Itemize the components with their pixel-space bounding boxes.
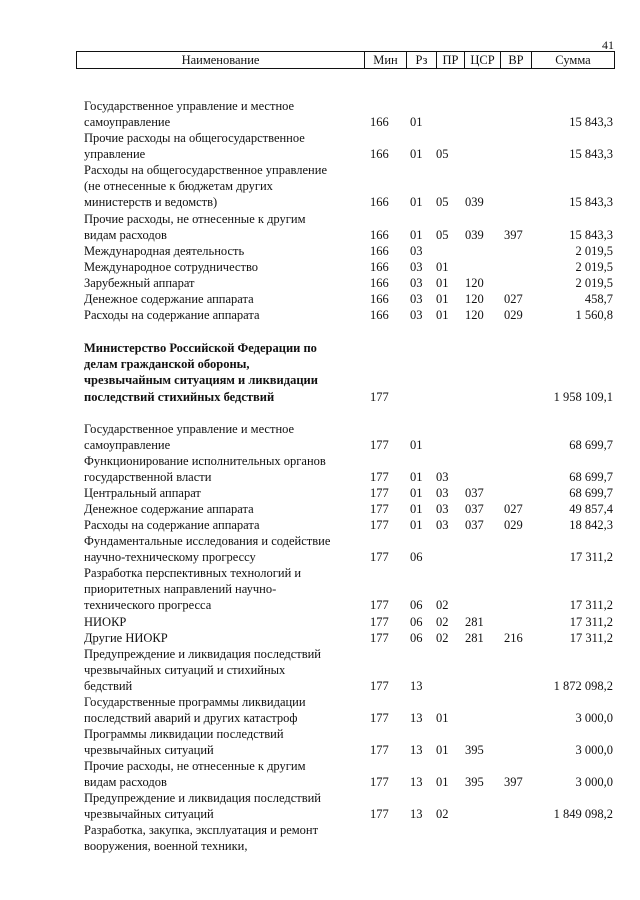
table-row: [84, 533, 614, 565]
cell-pr: 02: [436, 614, 449, 629]
row-name: [84, 243, 366, 259]
cell-csr: 039: [465, 228, 484, 243]
cell-rz: 01: [410, 228, 423, 243]
cell-sum: 17 311,2: [569, 598, 613, 613]
cell-min: 166: [370, 147, 389, 162]
row-name-line: технического прогресса: [84, 598, 212, 613]
row-name: [84, 307, 366, 323]
cell-min: 177: [370, 438, 389, 453]
cell-sum: 1 958 109,1: [553, 389, 613, 404]
row-name-line: делам гражданской обороны,: [84, 357, 250, 372]
header-name: Наименование: [181, 53, 260, 67]
row-name-line: Другие НИОКР: [84, 631, 168, 645]
cell-rz: 06: [410, 550, 423, 565]
header-pr: ПР: [436, 52, 464, 68]
header-csr: ЦСР: [464, 52, 500, 68]
cell-rz: 01: [410, 195, 423, 210]
table-row: [84, 275, 614, 291]
cell-sum: 17 311,2: [569, 630, 613, 645]
row-name-line: управление: [84, 147, 146, 162]
table-row: [84, 822, 614, 854]
table-row: [84, 340, 614, 405]
table-row: [84, 421, 614, 453]
cell-sum: 49 857,4: [569, 501, 613, 516]
cell-sum: 3 000,0: [575, 743, 613, 758]
row-name-line: Прочие расходы, не отнесенные к другим: [84, 212, 306, 226]
row-name-line: видам расходов: [84, 228, 167, 243]
cell-pr: 01: [436, 275, 449, 290]
row-name-line: научно-техническому прогрессу: [84, 550, 256, 565]
cell-rz: 01: [410, 438, 423, 453]
cell-pr: 03: [436, 501, 449, 516]
cell-rz: 01: [410, 147, 423, 162]
row-name: [84, 162, 366, 211]
row-name-line: Программы ликвидации последствий: [84, 727, 284, 741]
row-name-line: Денежное содержание аппарата: [84, 292, 254, 306]
cell-rz: 01: [410, 470, 423, 485]
cell-rz: 06: [410, 614, 423, 629]
cell-vr: 029: [504, 517, 523, 532]
cell-pr: 03: [436, 517, 449, 532]
cell-pr: 01: [436, 259, 449, 274]
cell-sum: 2 019,5: [575, 259, 613, 274]
row-name: [84, 517, 366, 533]
row-name-line: Министерство Российской Федерации по: [84, 341, 317, 355]
header-sum: Сумма: [531, 52, 614, 68]
cell-csr: 120: [465, 275, 484, 290]
cell-min: 177: [370, 485, 389, 500]
row-name: [84, 275, 366, 291]
cell-min: 177: [370, 807, 389, 822]
row-name: [84, 565, 366, 614]
cell-sum: 1 560,8: [575, 307, 613, 322]
row-name-line: Разработка, закупка, эксплуатация и ремонт: [84, 823, 319, 837]
cell-csr: 037: [465, 501, 484, 516]
cell-csr: 120: [465, 291, 484, 306]
cell-min: 166: [370, 228, 389, 243]
cell-csr: 037: [465, 485, 484, 500]
cell-min: 177: [370, 470, 389, 485]
table-row: [84, 130, 614, 162]
row-name-line: чрезвычайных ситуаций: [84, 807, 214, 822]
row-name: [84, 98, 366, 130]
row-name-line: Фундаментальные исследования и содействие: [84, 534, 331, 548]
cell-min: 177: [370, 630, 389, 645]
cell-pr: 05: [436, 195, 449, 210]
row-name-line: последствий стихийных бедствий: [84, 389, 275, 404]
row-name-line: Расходы на содержание аппарата: [84, 308, 260, 322]
cell-pr: 01: [436, 711, 449, 726]
cell-min: 166: [370, 275, 389, 290]
row-name: [84, 790, 366, 822]
table-row: [84, 211, 614, 243]
row-name: [84, 646, 366, 695]
table-row: [84, 790, 614, 822]
row-name-line: Зарубежный аппарат: [84, 276, 195, 290]
cell-sum: 17 311,2: [569, 614, 613, 629]
row-name-line: НИОКР: [84, 615, 127, 629]
cell-min: 177: [370, 598, 389, 613]
cell-rz: 13: [410, 807, 423, 822]
row-name-line: Международное сотрудничество: [84, 260, 259, 274]
table-row: [84, 291, 614, 307]
cell-sum: 2 019,5: [575, 275, 613, 290]
cell-rz: 06: [410, 630, 423, 645]
row-name-line: Денежное содержание аппарата: [84, 502, 254, 516]
cell-rz: 03: [410, 307, 423, 322]
cell-sum: 1 872 098,2: [553, 679, 613, 694]
cell-rz: 13: [410, 679, 423, 694]
row-name-line: (не отнесенные к бюджетам других: [84, 179, 273, 194]
cell-pr: 01: [436, 775, 449, 790]
row-name-line: чрезвычайным ситуациям и ликвидации: [84, 373, 318, 388]
table-row: [84, 565, 614, 614]
row-name: [84, 614, 366, 630]
cell-sum: 17 311,2: [569, 550, 613, 565]
row-name-line: Государственные программы ликвидации: [84, 695, 306, 709]
row-name: [84, 501, 366, 517]
cell-rz: 03: [410, 291, 423, 306]
cell-rz: 13: [410, 775, 423, 790]
row-name: [84, 291, 366, 307]
row-name-line: Предупреждение и ликвидация последствий: [84, 647, 321, 661]
cell-rz: 06: [410, 598, 423, 613]
cell-vr: 027: [504, 501, 523, 516]
cell-rz: 01: [410, 115, 423, 130]
cell-csr: 039: [465, 195, 484, 210]
cell-rz: 01: [410, 501, 423, 516]
cell-rz: 01: [410, 485, 423, 500]
table-row: [84, 243, 614, 259]
header-vr: ВР: [500, 52, 531, 68]
cell-min: 166: [370, 259, 389, 274]
cell-pr: 01: [436, 291, 449, 306]
cell-csr: 120: [465, 307, 484, 322]
cell-sum: 15 843,3: [569, 195, 613, 210]
cell-sum: 68 699,7: [569, 438, 613, 453]
cell-csr: 395: [465, 775, 484, 790]
row-name: [84, 694, 366, 726]
cell-min: 177: [370, 517, 389, 532]
cell-sum: 458,7: [584, 291, 613, 306]
cell-pr: 01: [436, 307, 449, 322]
cell-pr: 02: [436, 807, 449, 822]
row-name-line: чрезвычайных ситуаций и стихийных: [84, 663, 286, 678]
table-row: [84, 453, 614, 485]
cell-min: 177: [370, 775, 389, 790]
table-row: [84, 694, 614, 726]
cell-min: 166: [370, 291, 389, 306]
cell-pr: 05: [436, 147, 449, 162]
row-name: [84, 758, 366, 790]
row-name-line: Расходы на содержание аппарата: [84, 518, 260, 532]
row-name-line: вооружения, военной техники,: [84, 839, 248, 854]
cell-pr: 02: [436, 630, 449, 645]
row-name-line: приоритетных направлений научно-: [84, 582, 277, 597]
row-name-line: Прочие расходы, не отнесенные к другим: [84, 759, 306, 773]
table-header: [76, 51, 615, 69]
row-name-line: бедствий: [84, 679, 133, 694]
row-name-line: министерств и ведомств): [84, 195, 218, 210]
cell-vr: 027: [504, 291, 523, 306]
row-name-line: Функционирование исполнительных органов: [84, 454, 326, 468]
cell-pr: 03: [436, 470, 449, 485]
cell-min: 166: [370, 115, 389, 130]
row-name-line: Прочие расходы на общегосударственное: [84, 131, 305, 145]
cell-vr: 397: [504, 775, 523, 790]
cell-min: 166: [370, 195, 389, 210]
row-name-line: самоуправление: [84, 438, 171, 453]
cell-min: 166: [370, 243, 389, 258]
row-name-line: последствий аварий и других катастроф: [84, 711, 298, 726]
header-rz: Рз: [406, 52, 436, 68]
cell-rz: 13: [410, 711, 423, 726]
cell-rz: 03: [410, 243, 423, 258]
row-name-line: Предупреждение и ликвидация последствий: [84, 791, 321, 805]
row-name: [84, 726, 366, 758]
table-row: [84, 726, 614, 758]
row-name-line: Международная деятельность: [84, 244, 245, 258]
row-name-line: Государственное управление и местное: [84, 422, 295, 436]
cell-sum: 3 000,0: [575, 775, 613, 790]
row-name: [84, 453, 366, 485]
table-row: [84, 259, 614, 275]
cell-rz: 03: [410, 259, 423, 274]
header-min: Мин: [364, 52, 406, 68]
table-row: [84, 501, 614, 517]
row-name-line: чрезвычайных ситуаций: [84, 743, 214, 758]
cell-csr: 281: [465, 614, 484, 629]
cell-sum: 15 843,3: [569, 228, 613, 243]
cell-sum: 68 699,7: [569, 470, 613, 485]
row-name-line: государственной власти: [84, 470, 212, 485]
cell-min: 177: [370, 711, 389, 726]
cell-sum: 2 019,5: [575, 243, 613, 258]
cell-sum: 18 842,3: [569, 517, 613, 532]
cell-pr: 02: [436, 598, 449, 613]
cell-sum: 1 849 098,2: [553, 807, 613, 822]
cell-pr: 05: [436, 228, 449, 243]
row-name: [84, 533, 366, 565]
cell-sum: 15 843,3: [569, 115, 613, 130]
table-row: [84, 614, 614, 630]
table-row: [84, 758, 614, 790]
cell-vr: 397: [504, 228, 523, 243]
row-name: [84, 130, 366, 162]
cell-min: 177: [370, 550, 389, 565]
cell-vr: 216: [504, 630, 523, 645]
cell-csr: 037: [465, 517, 484, 532]
table-row: [84, 162, 614, 211]
row-name: [84, 822, 366, 854]
row-name-line: Центральный аппарат: [84, 486, 201, 500]
row-name: [84, 211, 366, 243]
row-name: [84, 340, 366, 405]
cell-min: 177: [370, 679, 389, 694]
cell-min: 177: [370, 501, 389, 516]
cell-sum: 3 000,0: [575, 711, 613, 726]
table-row: [84, 307, 614, 323]
table-row: [84, 517, 614, 533]
row-name-line: Разработка перспективных технологий и: [84, 566, 302, 580]
row-name: [84, 259, 366, 275]
row-name-line: Государственное управление и местное: [84, 99, 295, 113]
row-name: [84, 421, 366, 453]
table-row: [84, 630, 614, 646]
cell-min: 177: [370, 614, 389, 629]
row-name: [84, 485, 366, 501]
table-row: [84, 485, 614, 501]
cell-vr: 029: [504, 307, 523, 322]
cell-csr: 395: [465, 743, 484, 758]
cell-min: 177: [370, 389, 389, 404]
page-number: 41: [602, 38, 614, 52]
cell-rz: 01: [410, 517, 423, 532]
cell-rz: 03: [410, 275, 423, 290]
cell-rz: 13: [410, 743, 423, 758]
cell-sum: 68 699,7: [569, 485, 613, 500]
table-row: [84, 646, 614, 695]
cell-min: 177: [370, 743, 389, 758]
table-row: [84, 98, 614, 130]
row-name-line: Расходы на общегосударственное управление: [84, 163, 327, 177]
row-name: [84, 630, 366, 646]
row-name-line: видам расходов: [84, 775, 167, 790]
cell-pr: 03: [436, 485, 449, 500]
cell-pr: 01: [436, 743, 449, 758]
cell-sum: 15 843,3: [569, 147, 613, 162]
cell-min: 166: [370, 307, 389, 322]
row-name-line: самоуправление: [84, 115, 171, 130]
cell-csr: 281: [465, 630, 484, 645]
